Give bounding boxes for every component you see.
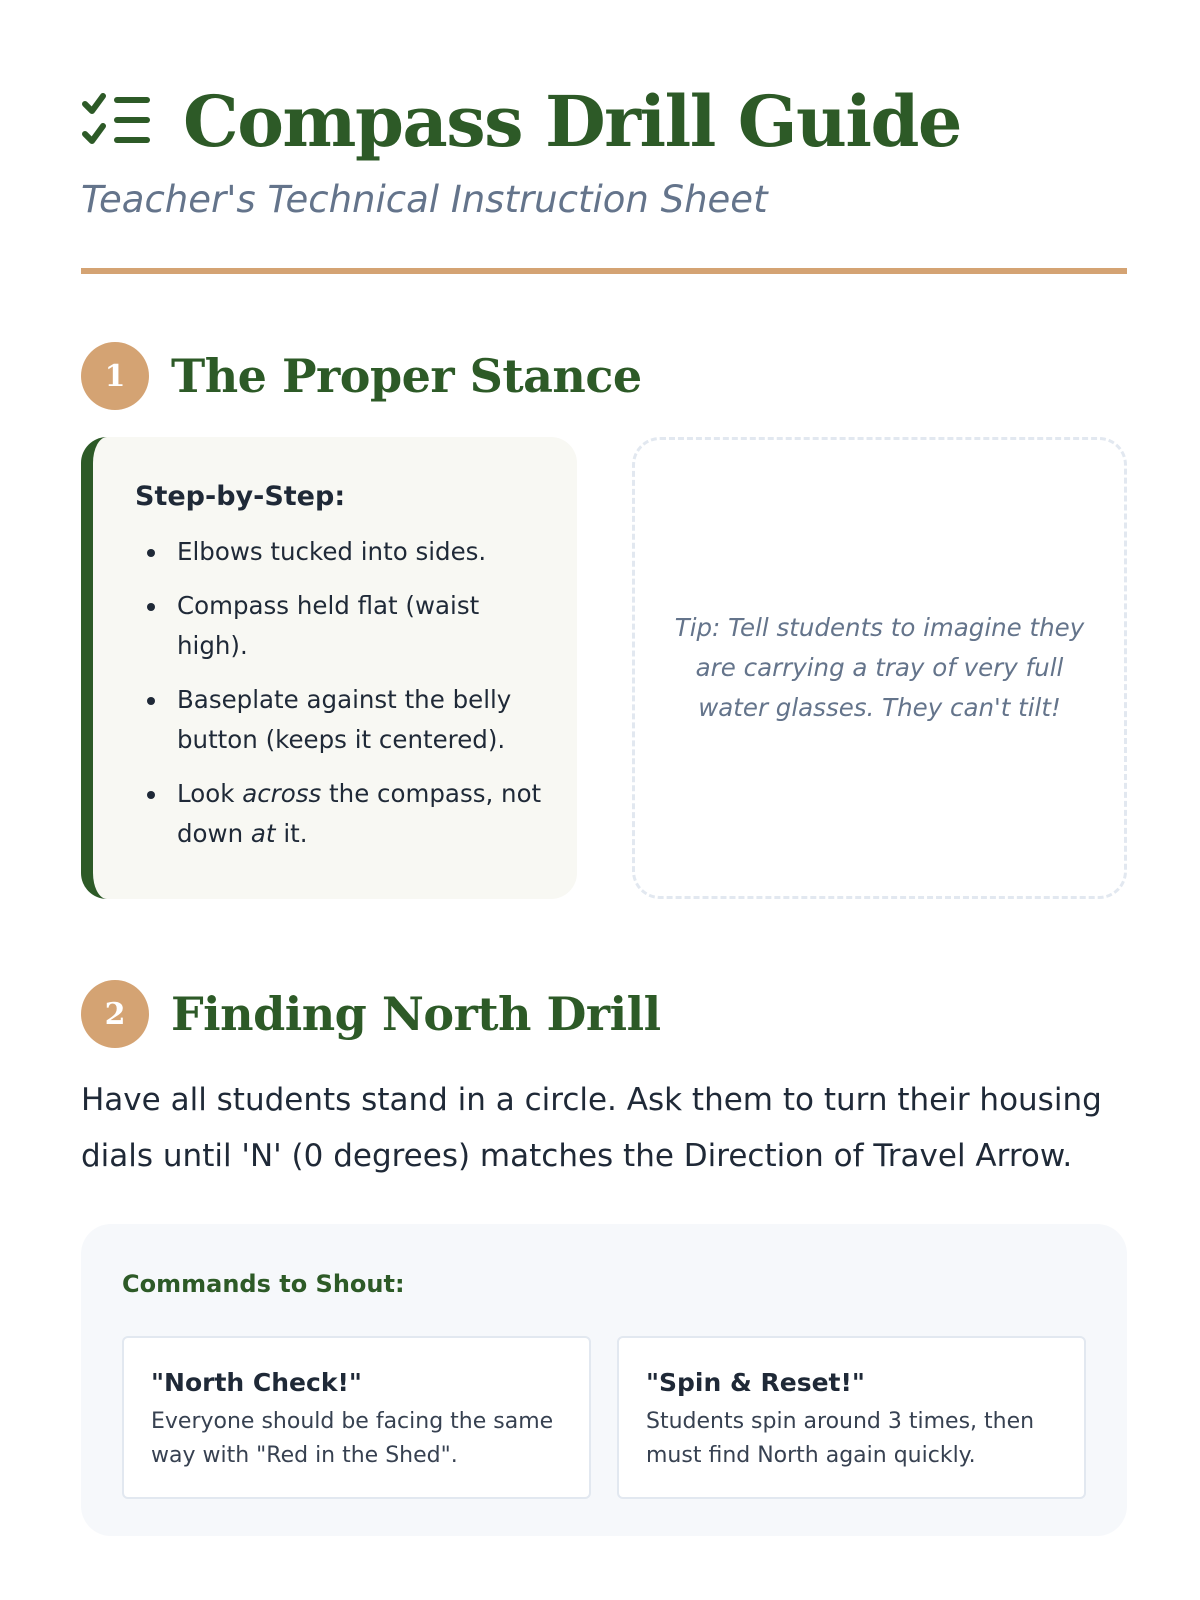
page-title: Compass Drill Guide [183, 80, 961, 163]
commands-row [122, 1336, 1086, 1499]
steps-card [81, 437, 577, 899]
tip-box [632, 437, 1127, 899]
step-text: Look [177, 779, 243, 808]
header-divider [81, 268, 1127, 274]
section-number-badge: 2 [81, 980, 149, 1048]
commands-heading: Commands to Shout: [122, 1270, 405, 1298]
commands-panel [81, 1224, 1127, 1536]
list-item: Baseplate against the belly button (keeps it centered). [135, 680, 551, 760]
emphasis-text: at [250, 819, 276, 848]
command-name: "North Check!" [151, 1368, 362, 1397]
list-item: Elbows tucked into sides. [135, 532, 551, 572]
section-header-stance [81, 342, 642, 410]
section-title: The Proper Stance [171, 349, 642, 403]
emphasis-text: across [242, 779, 322, 808]
steps-list [135, 532, 551, 854]
section-title: Finding North Drill [171, 987, 661, 1041]
command-description: Everyone should be facing the same way with "Red in the Shed". [151, 1409, 554, 1468]
command-card [617, 1336, 1086, 1499]
steps-heading: Step-by-Step: [135, 481, 346, 512]
command-card [122, 1336, 591, 1499]
section-header-north-drill [81, 980, 661, 1048]
list-item: Compass held flat (waist high). [135, 586, 551, 666]
tip-text: Tip: Tell students to imagine they are carrying a tray of very full water glasses. They can't tilt! [674, 613, 1085, 722]
command-description: Students spin around 3 times, then must find North again quickly. [646, 1409, 1035, 1468]
step-text: it. [275, 819, 308, 848]
page-subtitle: Teacher's Technical Instruction Sheet [81, 178, 768, 221]
section-number-badge: 1 [81, 342, 149, 410]
list-item [135, 774, 551, 854]
title-row [81, 80, 1127, 164]
command-name: "Spin & Reset!" [646, 1368, 865, 1397]
page-header [81, 80, 1127, 221]
checklist-icon [81, 90, 151, 154]
drill-instructions: Have all students stand in a circle. Ask them to turn their housing dials until 'N' (0 degrees) matches the Direction of Travel Arrow. [81, 1082, 1102, 1174]
step-text: the compass, not down [177, 779, 542, 848]
